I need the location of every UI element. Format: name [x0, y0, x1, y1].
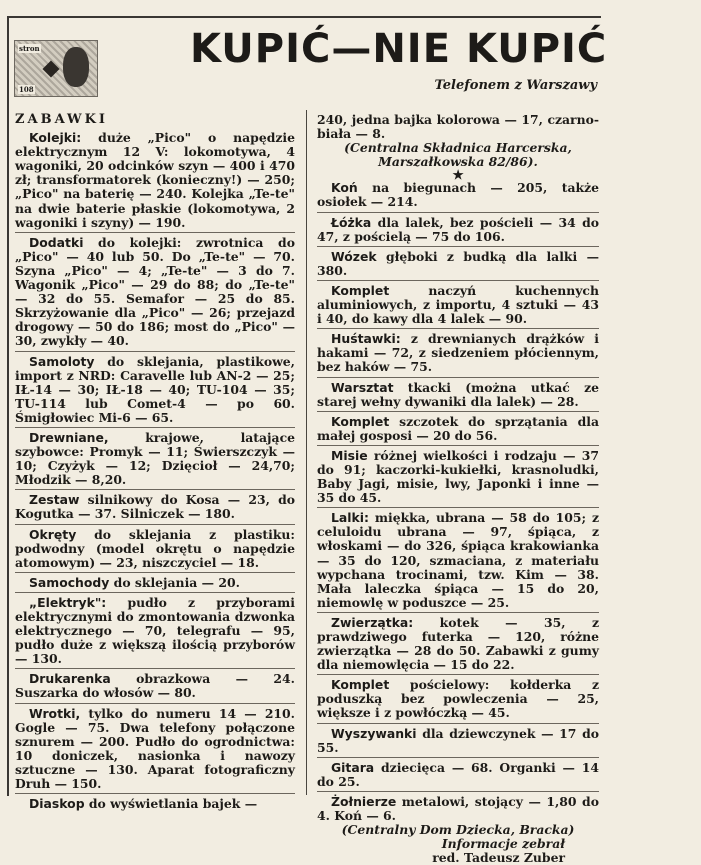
item-lead: Samochody — [29, 574, 110, 590]
price-item — [317, 616, 599, 672]
item-divider — [15, 351, 295, 352]
item-divider — [15, 232, 295, 233]
item-text: do sklejania — 20. — [109, 574, 240, 590]
price-item — [15, 493, 295, 521]
item-divider — [317, 411, 599, 412]
item-lead: Gitara — [331, 759, 375, 775]
price-item — [317, 216, 599, 244]
item-lead: Lalki: — [331, 510, 369, 526]
top-rule — [7, 16, 601, 18]
item-lead: Zestaw — [29, 492, 80, 508]
price-item — [317, 761, 599, 789]
left-column — [15, 113, 295, 811]
left-rule — [7, 16, 9, 796]
price-item — [15, 236, 295, 349]
price-item — [317, 332, 599, 374]
item-text: tylko do numeru 14 — 210. Gogle — 75. Dwa telefony połączone sznurem — 200. Pudło do ogrodnictwa: 10 doniczek, nasionka i nawozy sztuczne — 130. Aparat fotograficzny Druh — 150. — [15, 705, 295, 792]
price-item — [317, 381, 599, 409]
price-item — [317, 449, 599, 505]
item-lead: Okręty — [29, 526, 77, 542]
item-divider — [317, 328, 599, 329]
right-items — [317, 181, 599, 823]
price-item — [317, 727, 599, 755]
item-text: kotek — 35, z prawdziwego futerka — 120, różne zwierzątka — 28 do 50. Zabawki z gumy dla niemowlęcia — 15 do 22. — [317, 614, 599, 673]
item-divider — [15, 793, 295, 794]
item-divider — [15, 489, 295, 490]
item-divider — [15, 427, 295, 428]
source-note-1: (Centralna Składnica Harcerska, Marszałkowska 82/86). — [344, 140, 572, 170]
item-divider — [15, 572, 295, 573]
item-text: dziecięca — 68. Organki — 14 do 25. — [317, 759, 599, 789]
item-lead: Komplet — [331, 677, 390, 693]
logo-label-top: stron — [19, 44, 40, 53]
item-lead: „Elektryk": — [29, 594, 107, 610]
item-text: dla lalek, bez pościeli — 34 do 47, z pościelą — 75 do 106. — [317, 214, 599, 244]
item-divider — [317, 377, 599, 378]
item-text: duże „Pico" o napędzie elektrycznym 12 V: lokomotywa, 4 wagoniki, 20 odcinków szyn — 400 i 470 zł; transformatorek (konieczny!) — 250; „Pico" na baterię — 240. Kolejka „Te-te" na dwie baterie płaskie (lokomotywa, 2 wagoniki i szyny) — 190. — [15, 130, 295, 230]
item-lead: Samoloty — [29, 353, 95, 369]
left-items — [15, 131, 295, 811]
item-lead: Wyszywanki — [331, 725, 417, 741]
item-text: do kolejki: zwrotnica do „Pico" — 40 lub 50. Do „Te-te" — 70. Szyna „Pico" — 4; „Te-te" — 3 do 7. Wagonik „Pico" — 29 do 88; do „Te-te" — 32 do 55. Semafor — 25 do 85. Skrzyżowanie dla „Pico" — 26; przejazd drogowy — 50 do 186; most do „Pico" — 30, zwykły — 40. — [15, 234, 295, 349]
item-lead: Komplet — [331, 282, 390, 298]
item-divider — [317, 674, 599, 675]
item-divider — [317, 212, 599, 213]
item-lead: Żołnierze — [331, 793, 397, 809]
signature-line-1: Informacje zebrał — [441, 836, 565, 852]
item-divider — [317, 791, 599, 792]
price-item — [317, 795, 599, 823]
item-text: tkacki (można utkać ze starej wełny dywaniki dla lalek) — 28. — [317, 379, 599, 409]
item-lead: Wózek — [331, 248, 377, 264]
item-divider — [317, 445, 599, 446]
item-lead: Drukarenka — [29, 671, 111, 687]
item-text: do sklejania z plastiku: podwodny (model okrętu o napędzie atomowym) — 23, niszczyciel — 18. — [15, 526, 295, 570]
item-lead: Drewniane, — [29, 429, 109, 445]
item-lead: Misie — [331, 447, 368, 463]
price-item — [15, 596, 295, 666]
item-lead: Wrotki, — [29, 705, 81, 721]
item-text: pudło z przyborami elektrycznymi do zmontowania dzwonka elektrycznego — 70, telegrafu — 95, pudło duże z większą ilością przyborów — 130. — [15, 594, 295, 667]
item-divider — [15, 524, 295, 525]
column-logo-image — [14, 40, 98, 97]
logo-label-bottom: 108 — [19, 85, 34, 94]
item-text: szczotek do sprzątania dla małej gosposi — 20 do 56. — [317, 413, 599, 443]
item-text: z drewnianych drążków i hakami — 72, z siedzeniem płóciennym, bez haków — 75. — [317, 331, 599, 375]
price-item — [317, 284, 599, 326]
star-separator: ★ — [452, 167, 464, 183]
item-divider — [317, 723, 599, 724]
price-item — [317, 415, 599, 443]
article-title: KUPIĆ—NIE KUPIĆ — [190, 26, 608, 72]
item-divider — [317, 280, 599, 281]
item-lead: Zwierzątka: — [331, 614, 414, 630]
column-divider — [306, 110, 307, 795]
item-lead: Komplet — [331, 413, 390, 429]
item-text: różnej wielkości i rodzaju — 37 do 91; kaczorki-kukiełki, krasnoludki, Baby Jagi, misie, lwy, Japonki i inne — 35 do 45. — [317, 447, 599, 506]
price-item — [317, 181, 599, 209]
item-text: dla dziewczynek — 17 do 55. — [317, 725, 599, 755]
item-lead: Koń — [331, 180, 358, 196]
item-lead: Warsztat — [331, 379, 394, 395]
price-item — [15, 576, 295, 590]
section-title: ZABAWKI — [15, 112, 108, 127]
item-divider — [15, 668, 295, 669]
item-text: do wyświetlania bajek — — [84, 796, 258, 812]
item-lead: Kolejki: — [29, 130, 82, 146]
price-item — [15, 355, 295, 425]
continuation-text: 240, jedna bajka kolorowa — 17, czarno-biała — 8. — [317, 112, 599, 142]
price-item — [15, 431, 295, 487]
price-item — [15, 528, 295, 570]
item-divider — [317, 246, 599, 247]
price-item — [15, 672, 295, 700]
item-text: głęboki z budką dla lalki — 380. — [317, 248, 599, 278]
item-divider — [317, 757, 599, 758]
price-item — [15, 797, 295, 811]
price-item — [317, 511, 599, 610]
item-text: miękka, ubrana — 58 do 105; z celuloidu ubrana — 97, śpiąca, z włoskami — do 326, śpiąca krakowianka — 35 do 120, szmaciana, z materiału wypchana trocinami, tzw. Kim — 38. Mała laleczka śpiąca — 15 do 20, niemowlę w poduszce — 25. — [317, 510, 599, 610]
item-text: obrazkowa — 24. Suszarka do włosów — 80. — [15, 671, 295, 701]
item-text: silnikowy do Kosa — 23, do Kogutka — 37. Silniczek — 180. — [15, 492, 295, 522]
price-item — [317, 250, 599, 278]
article-byline: Telefonem z Warszawy — [434, 78, 597, 93]
item-divider — [15, 592, 295, 593]
item-text: naczyń kuchennych aluminiowych, z importu, 4 sztuki — 43 i 40, do kawy dla 4 lalek — 90. — [317, 282, 599, 327]
item-divider — [15, 703, 295, 704]
item-text: pościelowy: kołderka z poduszką bez powleczenia — 25, większe i z powłóczką — 45. — [317, 677, 599, 721]
item-divider — [317, 507, 599, 508]
price-item — [317, 678, 599, 720]
item-divider — [317, 612, 599, 613]
item-text: krajowe, latające szybowce: Promyk — 11; Świerszczyk — 10; Czyżyk — 12; Dzięcioł — 24,70; Młodzik — 8,20. — [15, 429, 295, 488]
right-column — [317, 113, 599, 865]
item-lead: Łóżka — [331, 214, 372, 230]
item-lead: Dodatki — [29, 234, 84, 250]
source-note-2: (Centralny Dom Dziecka, Bracka) — [341, 822, 575, 838]
price-item — [15, 707, 295, 792]
item-lead: Huśtawki: — [331, 331, 401, 347]
item-text: na biegunach — 205, także osiołek — 214. — [317, 180, 599, 210]
item-text: do sklejania, plastikowe, import z NRD: Caravelle lub AN-2 — 25; IŁ-14 — 30; IŁ-18 — 40; TU-104 — 35; TU-114 lub Comet-4 — po 60. Śmigłowiec Mi-6 — 65. — [15, 353, 295, 425]
price-item — [15, 131, 295, 230]
item-lead: Diaskop — [29, 796, 85, 812]
signature-line-2: red. Tadeusz Zuber — [432, 850, 565, 865]
item-text: metalowi, stojący — 1,80 do 4. Koń — 6. — [317, 793, 599, 824]
